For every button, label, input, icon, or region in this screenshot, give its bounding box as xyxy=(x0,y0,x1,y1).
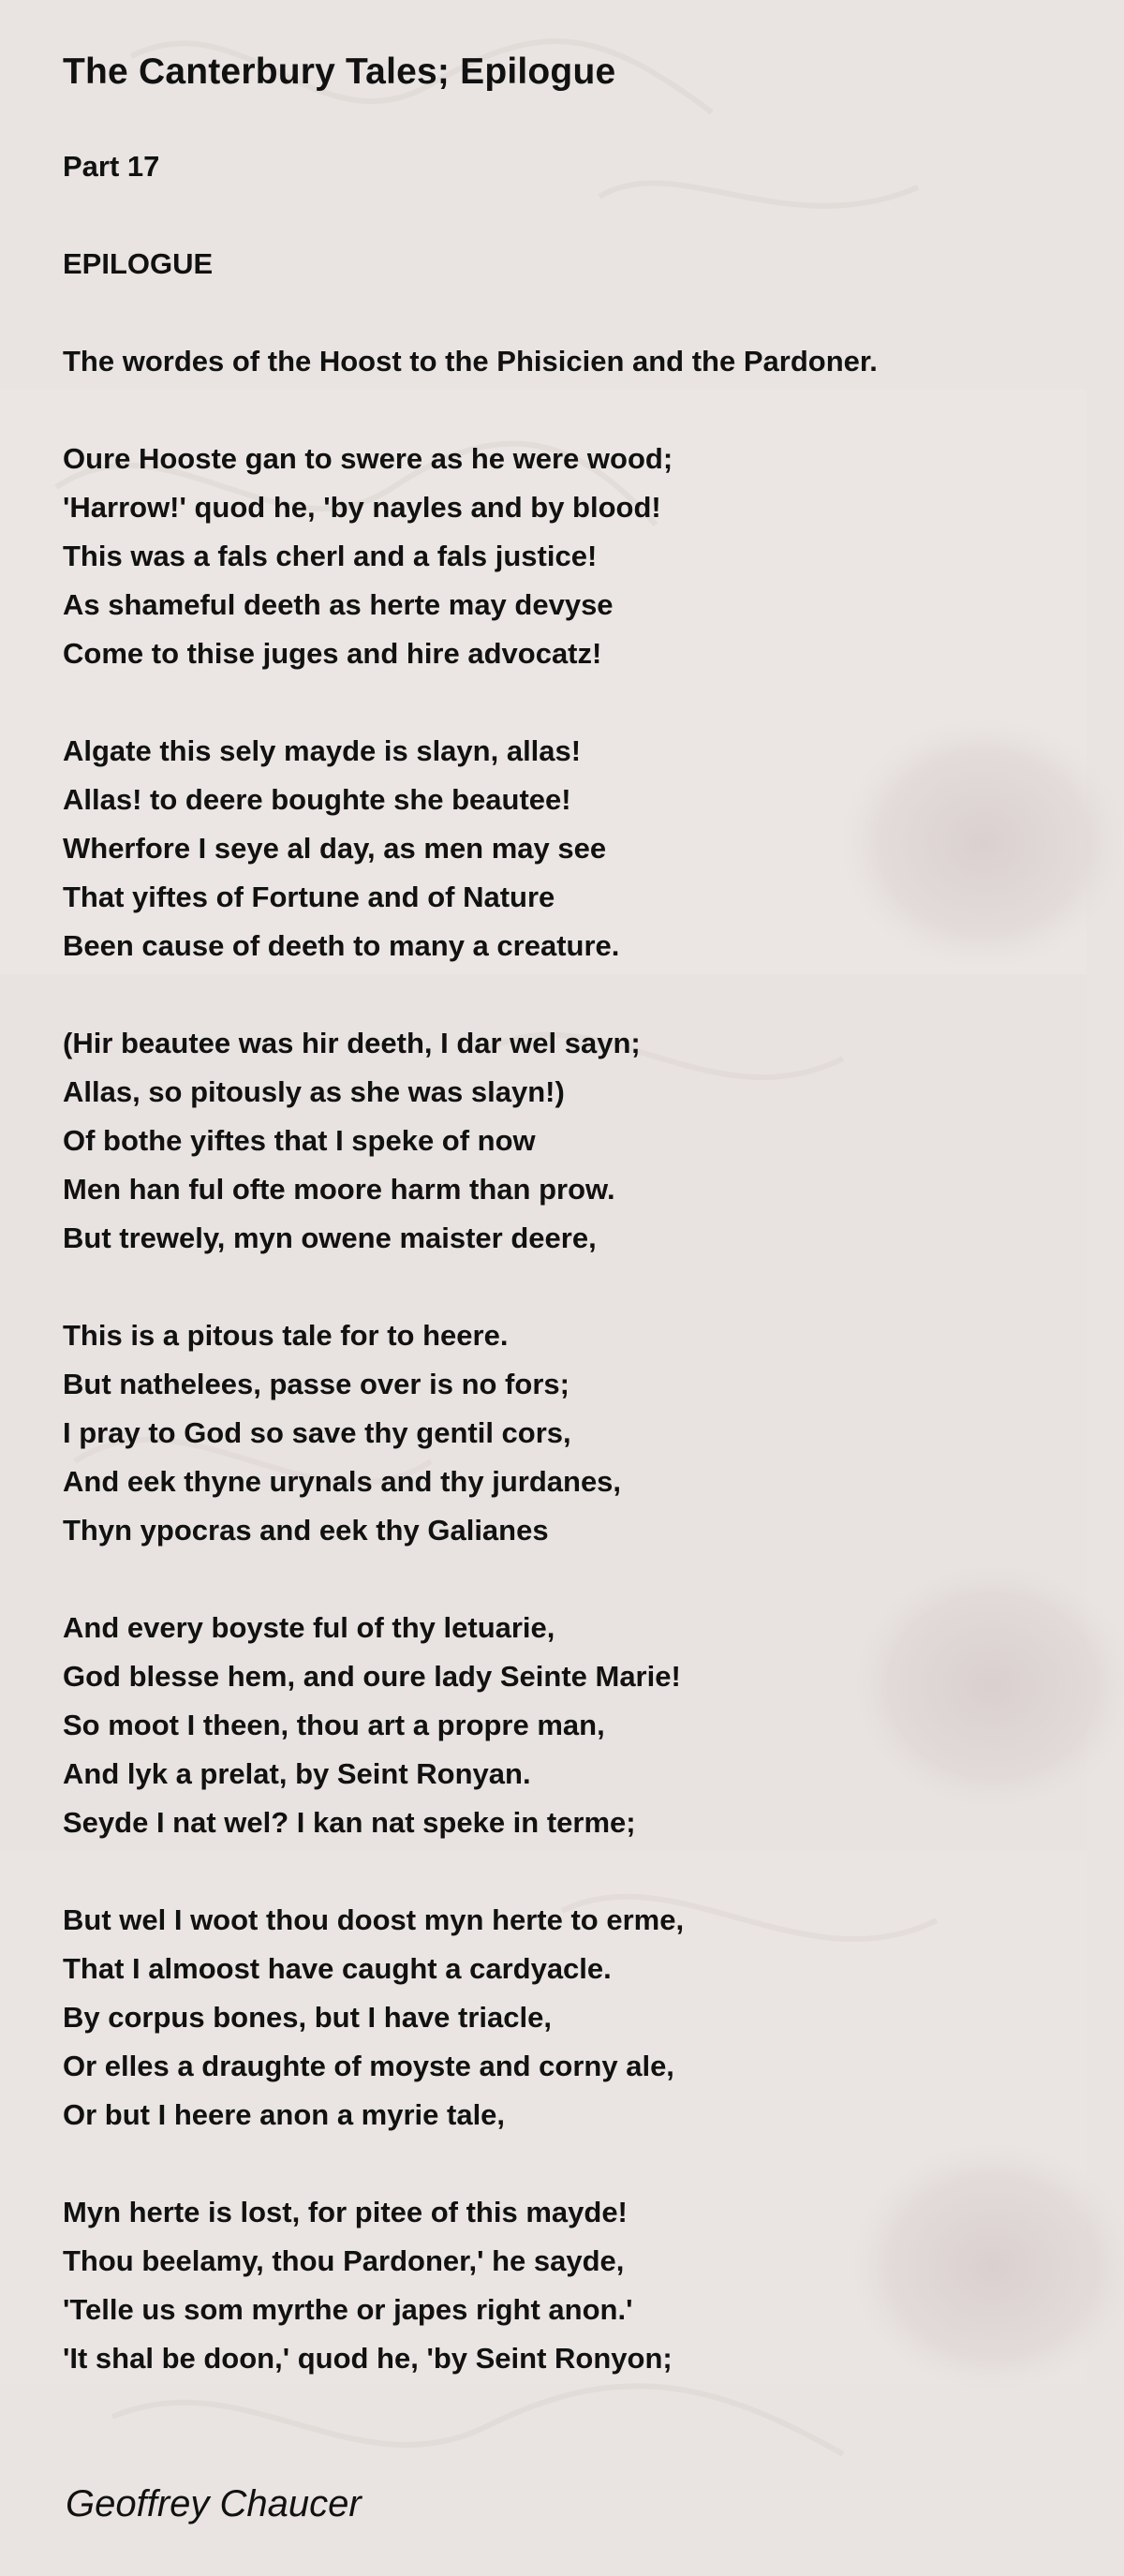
author-name: Geoffrey Chaucer xyxy=(66,2483,362,2524)
poem-line: Oure Hooste gan to swere as he were wood; xyxy=(63,442,673,475)
poem-line: 'Telle us som myrthe or japes right anon.' xyxy=(63,2293,633,2326)
poem-line: Algate this sely mayde is slayn, allas! xyxy=(63,734,582,767)
poem-line: God blesse hem, and oure lady Seinte Marie! xyxy=(63,1660,681,1693)
poem-line: Allas! to deere boughte she beautee! xyxy=(63,783,571,816)
poem-line: 'Harrow!' quod he, 'by nayles and by blood! xyxy=(63,491,661,524)
poem-title: The Canterbury Tales; Epilogue xyxy=(63,52,616,92)
poem-line: As shameful deeth as herte may devyse xyxy=(63,588,614,621)
stanza-break xyxy=(63,1263,1074,1311)
poem-line: Thyn ypocras and eek thy Galianes xyxy=(63,1514,549,1547)
poem-line: That I almoost have caught a cardyacle. xyxy=(63,1952,612,1985)
poem-line: But nathelees, passe over is no fors; xyxy=(63,1368,569,1400)
poem-line: Seyde I nat wel? I kan nat speke in terme; xyxy=(63,1806,636,1839)
poem-line: And every boyste ful of thy letuarie, xyxy=(63,1611,555,1644)
poem-line: Wherfore I seye al day, as men may see xyxy=(63,832,607,865)
poem-line: Been cause of deeth to many a creature. xyxy=(63,929,620,962)
poem-line: That yiftes of Fortune and of Nature xyxy=(63,881,555,913)
poem-line: Thou beelamy, thou Pardoner,' he sayde, xyxy=(63,2244,625,2277)
stanza-break xyxy=(63,2139,1074,2188)
poem-line: I pray to God so save thy gentil cors, xyxy=(63,1416,571,1449)
poem-line: And eek thyne urynals and thy jurdanes, xyxy=(63,1465,622,1498)
poem-line: Or elles a draughte of moyste and corny ale, xyxy=(63,2050,674,2082)
stanza-break xyxy=(63,1555,1074,1604)
poem-line: But trewely, myn owene maister deere, xyxy=(63,1221,597,1254)
poem-line: Men han ful ofte moore harm than prow. xyxy=(63,1173,615,1206)
poem-line: Or but I heere anon a myrie tale, xyxy=(63,2098,506,2131)
poem-line: (Hir beautee was hir deeth, I dar wel sayn; xyxy=(63,1027,641,1059)
poem-line: And lyk a prelat, by Seint Ronyan. xyxy=(63,1757,531,1790)
stanza-break xyxy=(63,191,1074,240)
poem-line: So moot I theen, thou art a propre man, xyxy=(63,1709,605,1741)
stanza-break xyxy=(63,289,1074,337)
poem-line: Part 17 xyxy=(63,150,160,183)
poem-content xyxy=(63,49,1074,2383)
stanza-break xyxy=(63,970,1074,1019)
poem-line: But wel I woot thou doost myn herte to erme, xyxy=(63,1903,685,1936)
poem-line: Of bothe yiftes that I speke of now xyxy=(63,1124,536,1157)
stanza-break xyxy=(63,1847,1074,1896)
stanza-break xyxy=(63,678,1074,727)
poem-line: This was a fals cherl and a fals justice! xyxy=(63,540,598,572)
poem-line: This is a pitous tale for to heere. xyxy=(63,1319,509,1352)
poem-line: Allas, so pitously as she was slayn!) xyxy=(63,1075,565,1108)
poem-line: Myn herte is lost, for pitee of this mayde! xyxy=(63,2196,628,2228)
stanza-break xyxy=(63,386,1074,435)
poem-line: Come to thise juges and hire advocatz! xyxy=(63,637,602,670)
poem-line: By corpus bones, but I have triacle, xyxy=(63,2001,552,2034)
poem-body xyxy=(63,142,1074,2383)
poem-line: EPILOGUE xyxy=(63,247,214,280)
poem-line: 'It shal be doon,' quod he, 'by Seint Ronyon; xyxy=(63,2342,673,2375)
poem-line: The wordes of the Hoost to the Phisicien and the Pardoner. xyxy=(63,345,878,378)
